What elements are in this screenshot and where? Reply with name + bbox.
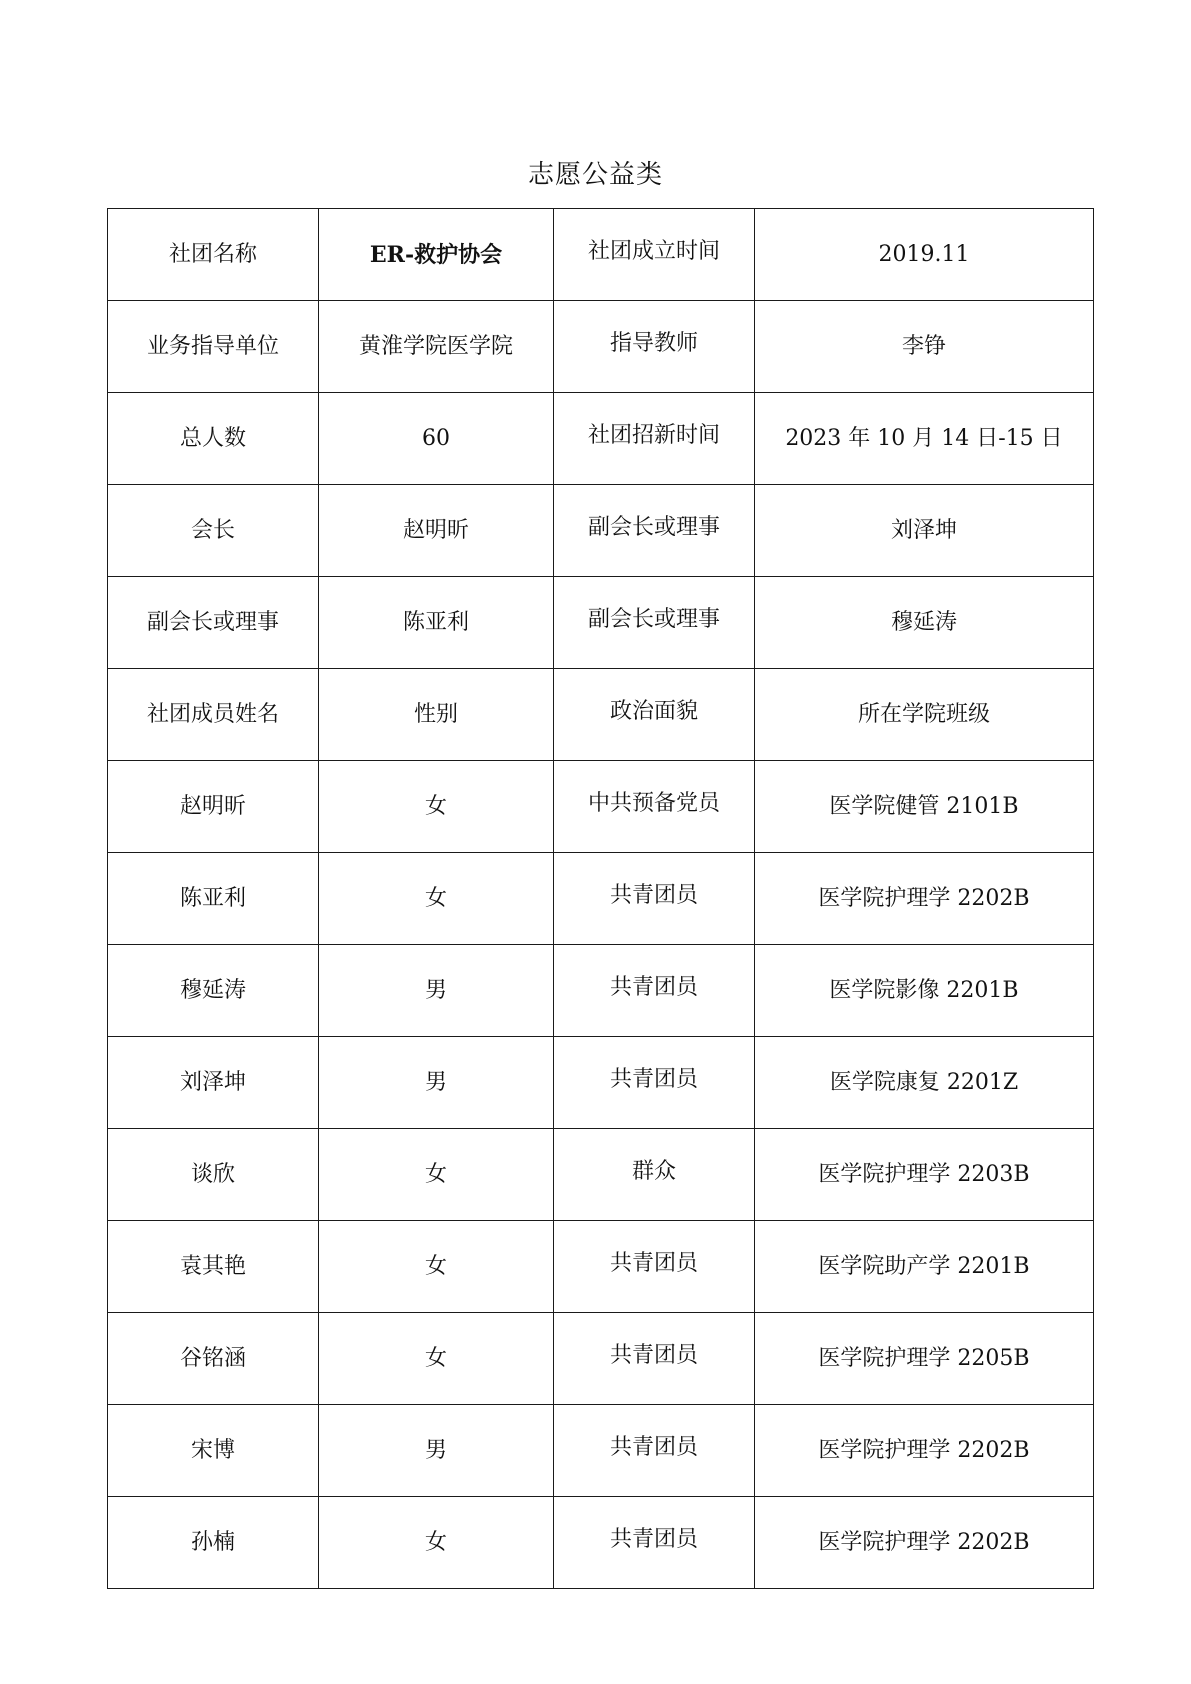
member-gender-header: 性别 (319, 669, 554, 761)
member-name: 穆延涛 (108, 945, 319, 1037)
member-gender: 男 (319, 1037, 554, 1129)
member-politics: 共青团员 (554, 1221, 755, 1313)
guidance-unit-label: 业务指导单位 (108, 301, 319, 393)
club-info-table (107, 208, 1094, 1589)
member-row (108, 1129, 1094, 1221)
member-politics: 共青团员 (554, 1405, 755, 1497)
member-name: 谈欣 (108, 1129, 319, 1221)
member-politics: 中共预备党员 (554, 761, 755, 853)
member-name: 刘泽坤 (108, 1037, 319, 1129)
vice-president-label: 副会长或理事 (554, 577, 755, 669)
advisor-value: 李铮 (755, 301, 1094, 393)
member-class: 医学院影像 2201B (755, 945, 1094, 1037)
total-members-value: 60 (319, 393, 554, 485)
member-class: 医学院护理学 2205B (755, 1313, 1094, 1405)
member-politics: 共青团员 (554, 1037, 755, 1129)
advisor-label: 指导教师 (554, 301, 755, 393)
vice-president-label: 副会长或理事 (108, 577, 319, 669)
member-politics: 共青团员 (554, 853, 755, 945)
vice-president-value: 穆延涛 (755, 577, 1094, 669)
member-class-header: 所在学院班级 (755, 669, 1094, 761)
vice-president-value: 陈亚利 (319, 577, 554, 669)
member-row (108, 1497, 1094, 1589)
member-class: 医学院护理学 2203B (755, 1129, 1094, 1221)
member-politics: 共青团员 (554, 1313, 755, 1405)
member-row (108, 853, 1094, 945)
member-name: 孙楠 (108, 1497, 319, 1589)
info-row-president (108, 485, 1094, 577)
member-politics: 共青团员 (554, 1497, 755, 1589)
member-row (108, 1405, 1094, 1497)
member-name: 赵明昕 (108, 761, 319, 853)
member-class: 医学院健管 2101B (755, 761, 1094, 853)
club-name-label: 社团名称 (108, 209, 319, 301)
club-name-value: ER-救护协会 (319, 209, 554, 301)
member-class: 医学院护理学 2202B (755, 1405, 1094, 1497)
member-header-row (108, 669, 1094, 761)
member-gender: 女 (319, 1129, 554, 1221)
member-row (108, 1313, 1094, 1405)
info-row-members-count (108, 393, 1094, 485)
member-name: 袁其艳 (108, 1221, 319, 1313)
president-value: 赵明昕 (319, 485, 554, 577)
member-name: 宋博 (108, 1405, 319, 1497)
member-row (108, 761, 1094, 853)
member-row (108, 1037, 1094, 1129)
member-gender: 女 (319, 1313, 554, 1405)
member-gender: 女 (319, 761, 554, 853)
vice-president-label: 副会长或理事 (554, 485, 755, 577)
founding-time-value: 2019.11 (755, 209, 1094, 301)
info-row-club-name (108, 209, 1094, 301)
recruitment-time-label: 社团招新时间 (554, 393, 755, 485)
member-name-header: 社团成员姓名 (108, 669, 319, 761)
guidance-unit-value: 黄淮学院医学院 (319, 301, 554, 393)
founding-time-label: 社团成立时间 (554, 209, 755, 301)
info-row-vice-presidents (108, 577, 1094, 669)
president-label: 会长 (108, 485, 319, 577)
member-politics: 群众 (554, 1129, 755, 1221)
vice-president-value: 刘泽坤 (755, 485, 1094, 577)
member-gender: 女 (319, 853, 554, 945)
member-name: 谷铭涵 (108, 1313, 319, 1405)
member-class: 医学院助产学 2201B (755, 1221, 1094, 1313)
member-gender: 男 (319, 1405, 554, 1497)
member-name: 陈亚利 (108, 853, 319, 945)
info-row-guidance (108, 301, 1094, 393)
member-gender: 女 (319, 1497, 554, 1589)
total-members-label: 总人数 (108, 393, 319, 485)
member-politics: 共青团员 (554, 945, 755, 1037)
page-title: 志愿公益类 (527, 160, 663, 190)
member-row (108, 945, 1094, 1037)
member-class: 医学院康复 2201Z (755, 1037, 1094, 1129)
member-class: 医学院护理学 2202B (755, 853, 1094, 945)
member-politics-header: 政治面貌 (554, 669, 755, 761)
recruitment-time-value: 2023 年 10 月 14 日-15 日 (755, 393, 1094, 485)
member-class: 医学院护理学 2202B (755, 1497, 1094, 1589)
member-gender: 男 (319, 945, 554, 1037)
member-gender: 女 (319, 1221, 554, 1313)
member-row (108, 1221, 1094, 1313)
